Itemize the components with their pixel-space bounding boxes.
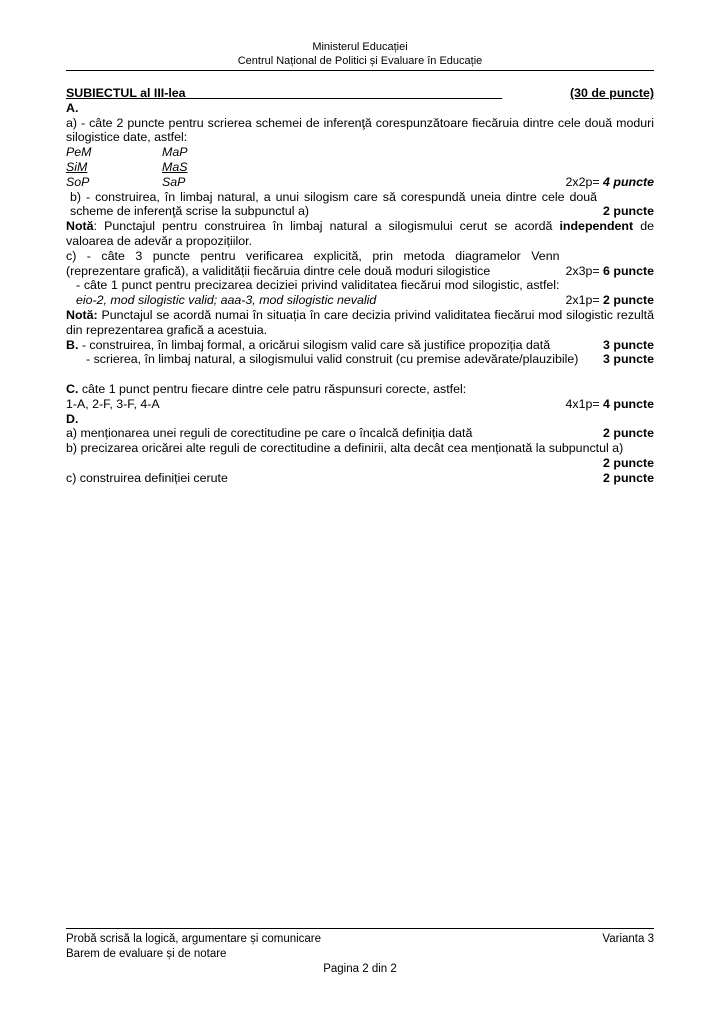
document-body <box>66 86 654 486</box>
section-d-b-text: b) precizarea oricărei alte reguli de corectitudine a definirii, alta decât cea menționată la subpunctul a) <box>66 441 624 456</box>
section-b-line2: - scrierea, în limbaj natural, a silogismului valid construit (cu premise adevărate/plauzibile) 3 puncte <box>86 352 654 367</box>
section-c-label: C. <box>66 381 79 396</box>
section-a-c2-text: - câte 1 punct pentru precizarea deciziei privind validitatea fiecărui mod silogistic, astfel: eio-2, mod silogistic valid; aaa-3, mod silogistic nevalid <box>76 278 560 308</box>
header-ministry: Ministerul Educației <box>312 41 408 53</box>
scheme-r1c1: PeM <box>66 145 92 160</box>
section-b-line1-score: 3 puncte <box>603 337 654 352</box>
section-d-c: c) construirea definiției cerute 2 puncte <box>66 470 654 485</box>
footer-page-number: Pagina 2 din 2 <box>323 963 397 975</box>
section-b-line1: B. - construirea, în limbaj formal, a oricărui silogism valid care să justifice propoziția dată 3 puncte <box>66 337 654 352</box>
footer-barem: Barem de evaluare și de notare <box>66 948 227 960</box>
footer-divider <box>66 928 654 929</box>
subject-title: SUBIECTUL al III-lea <box>66 86 186 100</box>
footer-exam-name: Probă scrisă la logică, argumentare și comunicare <box>66 933 322 945</box>
section-a-c <box>66 249 654 279</box>
section-d-label: D. <box>66 411 79 426</box>
subject-heading <box>66 86 654 101</box>
subject-points: (30 de puncte) <box>570 86 654 100</box>
scheme-score: 2x2p= 4 puncte <box>565 174 654 189</box>
scheme-r2c1: SiM <box>66 159 88 174</box>
section-a-b <box>66 190 654 220</box>
header-center: Centrul Național de Politici și Evaluare în Educație <box>237 55 483 67</box>
section-d-a: a) menționarea unei reguli de corectitudine pe care o încalcă definiția dată 2 puncte <box>66 426 654 441</box>
section-c-text: C. câte 1 punct pentru fiecare dintre cele patru răspunsuri corecte, astfel: <box>66 381 467 396</box>
scheme-r1c2: MaP <box>162 145 188 160</box>
section-c-score: 4x1p= 4 puncte <box>565 396 654 411</box>
section-a-c-text: c) - câte 3 puncte pentru verificarea explicită, prin metoda diagramelor Venn (reprezentare grafică), a validității fiecăruia dintre cele două moduri silogistice <box>66 248 560 278</box>
document-header <box>66 40 654 68</box>
section-a-b-score: 2 puncte <box>603 204 654 219</box>
section-a-c-score: 2x3p= 6 puncte <box>565 263 654 278</box>
nota-2: Notă: Punctajul se acordă numai în situația în care decizia privind validitatea fiecărui mod silogistic rezultă din reprezentarea grafică a acestuia. <box>66 307 654 337</box>
section-b-label: B. <box>66 337 79 352</box>
inference-scheme <box>66 145 654 189</box>
footer-variant: Varianta 3 <box>602 933 654 945</box>
section-a-c2 <box>66 278 654 308</box>
section-a-c2-score: 2x1p= 2 puncte <box>565 293 654 308</box>
document-footer <box>66 932 654 977</box>
section-a-a-text: a) - câte 2 puncte pentru scrierea schemei de inferenţă corespunzătoare fiecăruia dintre cele două moduri silogistice date, astfel: <box>66 115 654 145</box>
scheme-r2c2: MaS <box>162 159 188 174</box>
nota-1: Notă: Punctajul pentru construirea în limbaj natural a silogismului cerut se acordă independent de valoarea de adevăr a propozițiilor. <box>66 219 654 248</box>
section-a-b-text: b) - construirea, în limbaj natural, a unui silogism care să corespundă uneia dintre cele două scheme de inferenţă scrise la subpunctul a) <box>70 189 598 219</box>
section-a-label: A. <box>66 100 79 115</box>
scheme-r3c1: SoP <box>66 174 90 189</box>
section-d-b-score: 2 puncte <box>603 455 654 470</box>
section-d-c-score: 2 puncte <box>603 470 654 485</box>
section-d-a-score: 2 puncte <box>603 426 654 441</box>
header-divider <box>66 70 654 71</box>
scheme-r3c2: SaP <box>162 174 186 189</box>
section-c-answers: 1-A, 2-F, 3-F, 4-A 4x1p= 4 puncte <box>66 396 654 411</box>
section-b-line2-score: 3 puncte <box>603 352 654 367</box>
